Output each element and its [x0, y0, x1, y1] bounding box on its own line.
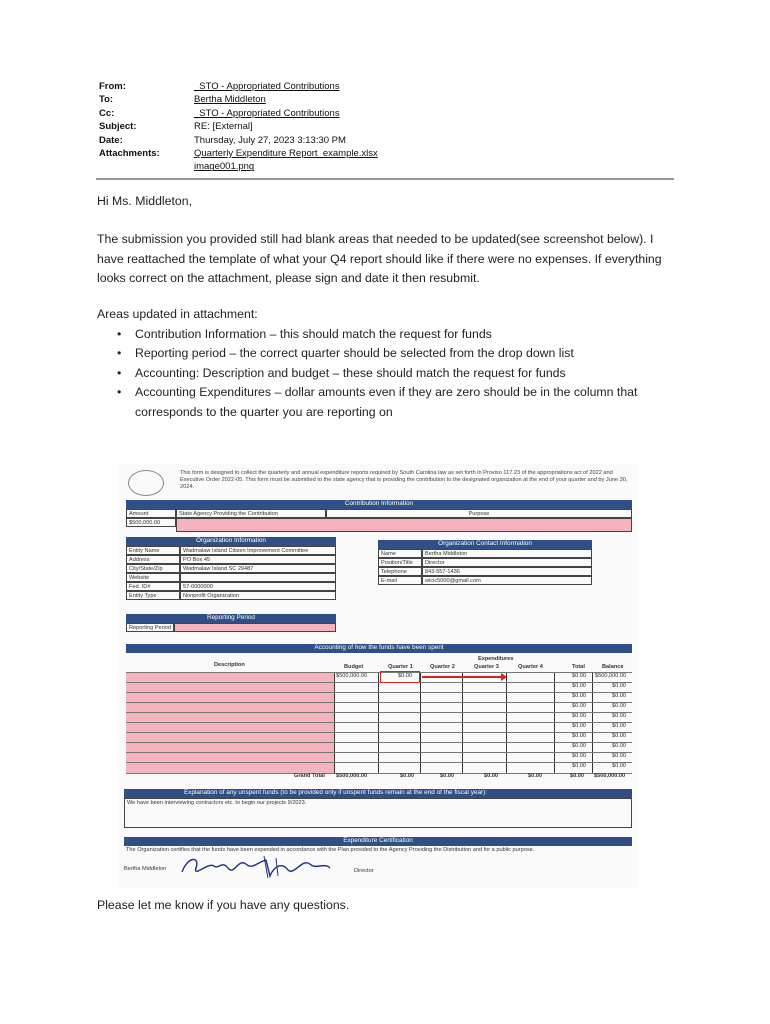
org-value: PO Box 45 — [180, 555, 336, 564]
attachment-link-png[interactable]: image001.png — [194, 161, 255, 173]
total-cell: $0.00 — [572, 693, 586, 699]
areas-section — [97, 305, 677, 422]
cc-label: Cc: — [99, 107, 115, 119]
subject-value: RE: [External] — [194, 121, 253, 133]
amount-value: $500,000.00 — [126, 518, 176, 527]
org-label: Entity Type — [126, 591, 180, 600]
total-cell: $0.00 — [572, 743, 586, 749]
grid-line — [378, 672, 379, 774]
list-item: • Accounting: Description and budget – these should match the request for funds — [135, 364, 677, 384]
contact-label: Telephone — [378, 567, 422, 576]
contribution-title: Contribution Information — [126, 500, 632, 509]
header-divider — [96, 178, 674, 180]
signer-name: Bertha Middleton — [124, 866, 167, 872]
grand-total-cell: $0.00 — [440, 773, 454, 779]
total-cell: $0.00 — [572, 723, 586, 729]
attachments-label: Attachments: — [99, 148, 160, 160]
amount-label: Amount — [126, 509, 176, 518]
org-value — [180, 573, 336, 582]
contact-label: Position/Title — [378, 558, 422, 567]
grand-total-cell: $500,000.00 — [336, 773, 368, 779]
to-link[interactable]: Bertha Middleton — [194, 94, 266, 106]
contact-value: 843-557-1436 — [422, 567, 592, 576]
expenditures-label: Expenditures — [478, 656, 514, 662]
subject-label: Subject: — [99, 121, 137, 133]
date-label: Date: — [99, 134, 123, 146]
grid-line — [126, 702, 632, 703]
org-label: City/State/Zip — [126, 564, 180, 573]
contact-info-title: Organization Contact Information — [378, 540, 592, 549]
org-value: Wadmalaw Island SC 29487 — [180, 564, 336, 573]
grand-total-cell: $500,000.00 — [594, 773, 626, 779]
email-header — [99, 80, 378, 174]
contact-label: Name — [378, 549, 422, 558]
grand-total-cell: $0.00 — [484, 773, 498, 779]
from-label: From: — [99, 81, 126, 92]
balance-cell: $0.00 — [612, 713, 626, 719]
grid-line — [126, 722, 632, 723]
signature-icon — [178, 852, 348, 882]
total-cell: $0.00 — [572, 733, 586, 739]
body-paragraph: The submission you provided still had blank areas that needed to be updated(see screenshot below). I have reattached the template of what your Q4 report should like if there were no expenses. If everything looks correct on the attachment, please sign and date it then resubmit. — [97, 232, 662, 285]
total-cell: $0.00 — [572, 683, 586, 689]
contribution-blank-fields — [176, 518, 632, 532]
form-intro-text: This form is designed to collect the quarterly and annual expenditure reports required by South Carolina law as set forth in Proviso 117.23 of the appropriations act of 2022 and Executive Order 2022-05. This form must be submitted to the state agency that is providing the contribution to the designated organization at the end of your quarter and by June 30, 2024. — [180, 470, 628, 490]
grid-line — [126, 752, 632, 753]
contact-value: wicic5000@gmail.com — [422, 576, 592, 585]
grid-line — [126, 732, 632, 733]
org-value: 57-0000000 — [180, 582, 336, 591]
grand-total-label: Grand Total — [294, 773, 325, 779]
grid-line — [126, 762, 632, 763]
col-description: Description — [214, 662, 245, 668]
accounting-title: Accounting of how the funds have been spent — [126, 644, 632, 653]
grid-line — [126, 672, 632, 673]
balance-cell: $0.00 — [612, 733, 626, 739]
org-label: Website — [126, 573, 180, 582]
contact-value: Director — [422, 558, 592, 567]
areas-intro: Areas updated in attachment: — [97, 307, 258, 321]
attachment-link-xlsx[interactable]: Quarterly Expenditure Report_example.xlsx — [194, 148, 378, 160]
balance-cell: $0.00 — [612, 683, 626, 689]
balance-cell: $0.00 — [612, 693, 626, 699]
col-q1: Quarter 1 — [388, 664, 413, 670]
balance-cell: $0.00 — [612, 723, 626, 729]
balance-cell: $500,000.00 — [595, 673, 627, 679]
contact-label: E-mail — [378, 576, 422, 585]
list-item: • Reporting period – the correct quarter should be selected from the drop down list — [135, 344, 677, 364]
org-label: Entity Name — [126, 546, 180, 555]
balance-cell: $0.00 — [612, 743, 626, 749]
total-cell: $0.00 — [572, 763, 586, 769]
areas-list — [97, 325, 677, 423]
cc-link[interactable]: _STO - Appropriated Contributions — [194, 107, 340, 119]
org-label: Fed. ID# — [126, 582, 180, 591]
list-item: • Accounting Expenditures – dollar amounts even if they are zero should be in the column that corresponds to the quarter you are reporting on — [135, 383, 677, 422]
col-q4: Quarter 4 — [518, 664, 543, 670]
date-value: Thursday, July 27, 2023 3:13:30 PM — [194, 134, 346, 146]
accounting-table — [126, 654, 632, 774]
col-total: Total — [572, 664, 585, 670]
total-cell: $0.00 — [572, 673, 586, 679]
grand-total-cell: $0.00 — [570, 773, 584, 779]
col-q3: Quarter 3 — [474, 664, 499, 670]
grid-line — [126, 682, 632, 683]
budget-value: $500,000.00 — [336, 673, 368, 679]
grid-line — [126, 773, 632, 774]
highlight-box — [380, 671, 420, 683]
grid-line — [126, 742, 632, 743]
org-value: Wadmalaw Island Citizen Improvement Committee — [180, 546, 336, 555]
agency-label: State Agency Providing the Contribution — [176, 509, 326, 518]
grid-line — [592, 672, 593, 774]
balance-cell: $0.00 — [612, 703, 626, 709]
grand-total-cell: $0.00 — [528, 773, 542, 779]
certification-text: The Organization certifies that the funds have been expended in accordance with the Plan provided to the Agency Providing the Distribution and for a public purpose. — [126, 847, 535, 853]
description-blank — [126, 672, 334, 774]
reporting-period-label: Reporting Period — [126, 623, 174, 632]
balance-cell: $0.00 — [612, 753, 626, 759]
grid-line — [554, 672, 555, 774]
report-screenshot — [118, 464, 638, 888]
col-budget: Budget — [344, 664, 364, 670]
org-label: Address — [126, 555, 180, 564]
col-balance: Balance — [602, 664, 624, 670]
org-info-title: Organization Information — [126, 537, 336, 546]
col-q2: Quarter 2 — [430, 664, 455, 670]
certification-title: Expenditure Certification — [124, 837, 632, 846]
to-label: To: — [99, 94, 114, 106]
grid-line — [462, 672, 463, 774]
grand-total-cell: $0.00 — [400, 773, 414, 779]
org-value: Nonprofit Organization — [180, 591, 336, 600]
q1-value: $0.00 — [398, 673, 412, 679]
list-item: • Contribution Information – this should match the request for funds — [135, 325, 677, 345]
arrow-right-icon — [422, 676, 502, 678]
state-seal-icon — [128, 470, 164, 496]
purpose-label: Purpose — [326, 509, 632, 518]
closing-line: Please let me know if you have any questions. — [97, 898, 350, 912]
grid-line — [126, 692, 632, 693]
reporting-period-title: Reporting Period — [126, 614, 336, 623]
total-cell: $0.00 — [572, 753, 586, 759]
total-cell: $0.00 — [572, 703, 586, 709]
grid-line — [126, 712, 632, 713]
grid-line — [420, 672, 421, 774]
grid-line — [334, 672, 335, 774]
balance-cell: $0.00 — [612, 763, 626, 769]
signer-title: Director — [354, 868, 374, 874]
total-cell: $0.00 — [572, 713, 586, 719]
greeting: Hi Ms. Middleton, — [97, 194, 192, 208]
explanation-text: We have been interviewing contractors etc. to begin our projects 9/2023. — [124, 798, 632, 828]
grid-line — [506, 672, 507, 774]
explanation-title: Explanation of any unspent funds (to be provided only if unspent funds remain at the end of the fiscal year): — [124, 789, 632, 798]
reporting-period-blank — [174, 623, 336, 632]
contact-value: Bertha Middleton — [422, 549, 592, 558]
from-link[interactable]: _STO - Appropriated Contributions — [194, 81, 340, 92]
